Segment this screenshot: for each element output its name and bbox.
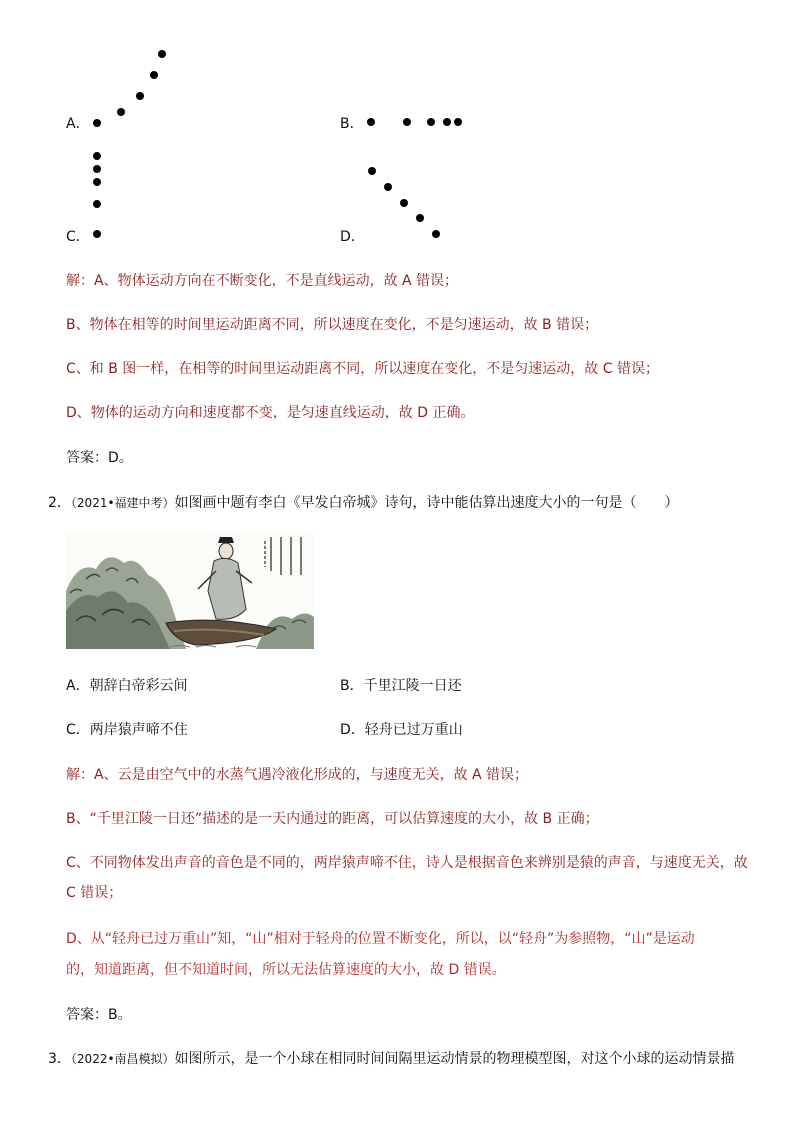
dot	[432, 230, 440, 238]
q1-answer: 答案：D。	[66, 450, 133, 466]
dot	[427, 118, 435, 126]
dot	[443, 118, 451, 126]
q2-solution-line-5: D、从“轻舟已过万重山”知，“山”相对于轻舟的位置不断变化，所以，以“轻舟”为参照物，“山”是运动	[66, 931, 695, 947]
dot	[416, 214, 424, 222]
dot	[158, 50, 166, 58]
q2-solution-line-2: B、“千里江陵一日还”描述的是一天内通过的距离，可以估算速度的大小，故 B 正确；	[66, 811, 599, 827]
q3-stem	[48, 1048, 735, 1068]
q3-source: （2022•南昌模拟）	[70, 1052, 175, 1066]
option-a-label: A．	[66, 116, 90, 132]
dot	[384, 183, 392, 191]
q2-source: （2021•福建中考）	[70, 496, 175, 510]
dot	[454, 118, 462, 126]
q1-solution-line-3: C、和 B 图一样，在相等的时间里运动距离不同，所以速度在变化，不是匀速运动，故 C 错误；	[66, 361, 659, 377]
q2-answer: 答案：B。	[66, 1007, 132, 1023]
q1-solution-line-2: B、物体在相等的时间里运动距离不同，所以速度在变化，不是匀速运动，故 B 错误；	[66, 317, 599, 333]
dot	[368, 167, 376, 175]
q2-stem	[48, 492, 679, 512]
dot	[93, 200, 101, 208]
q2-option-d: D．轻舟已过万重山	[340, 722, 463, 738]
q2-solution-line-6: 的，知道距离，但不知道时间，所以无法估算速度的大小，故 D 错误。	[66, 962, 506, 978]
q2-option-b: B．千里江陵一日还	[340, 678, 462, 694]
dot	[150, 71, 158, 79]
q2-solution-line-1: 解：A、云是由空气中的水蒸气遇冷液化形成的，与速度无关，故 A 错误；	[66, 767, 529, 783]
poem-painting-image	[66, 531, 314, 649]
option-c-label: C．	[66, 229, 90, 245]
q2-stem-text: 如图画中题有李白《早发白帝城》诗句，诗中能估算出速度大小的一句是（ ）	[174, 495, 679, 511]
q1-solution-line-1: 解：A、物体运动方向在不断变化，不是直线运动，故 A 错误；	[66, 273, 459, 289]
q3-stem-text: 如图所示，是一个小球在相同时间间隔里运动情景的物理模型图，对这个小球的运动情景描	[174, 1051, 735, 1067]
dot	[403, 118, 411, 126]
q2-option-c: C．两岸猿声啼不住	[66, 722, 188, 738]
dot	[93, 152, 101, 160]
dot	[136, 92, 144, 100]
option-d-label: D．	[340, 229, 365, 245]
q2-solution-line-3: C、不同物体发出声音的音色是不同的，两岸猿声啼不住，诗人是根据音色来辨别是猿的声音，与速度无关，故	[66, 855, 748, 871]
q1-solution-line-4: D、物体的运动方向和速度都不变，是匀速直线运动，故 D 正确。	[66, 405, 475, 421]
q2-number: 2．	[48, 495, 71, 511]
option-b-label: B．	[340, 116, 364, 132]
dot	[93, 230, 101, 238]
q2-solution-line-4: C 错误；	[66, 885, 123, 901]
dot	[400, 199, 408, 207]
q3-number: 3．	[48, 1051, 71, 1067]
q2-option-a: A．朝辞白帝彩云间	[66, 678, 188, 694]
dot	[93, 165, 101, 173]
dot	[117, 108, 125, 116]
dot	[367, 118, 375, 126]
dot	[93, 119, 101, 127]
dot	[93, 178, 101, 186]
